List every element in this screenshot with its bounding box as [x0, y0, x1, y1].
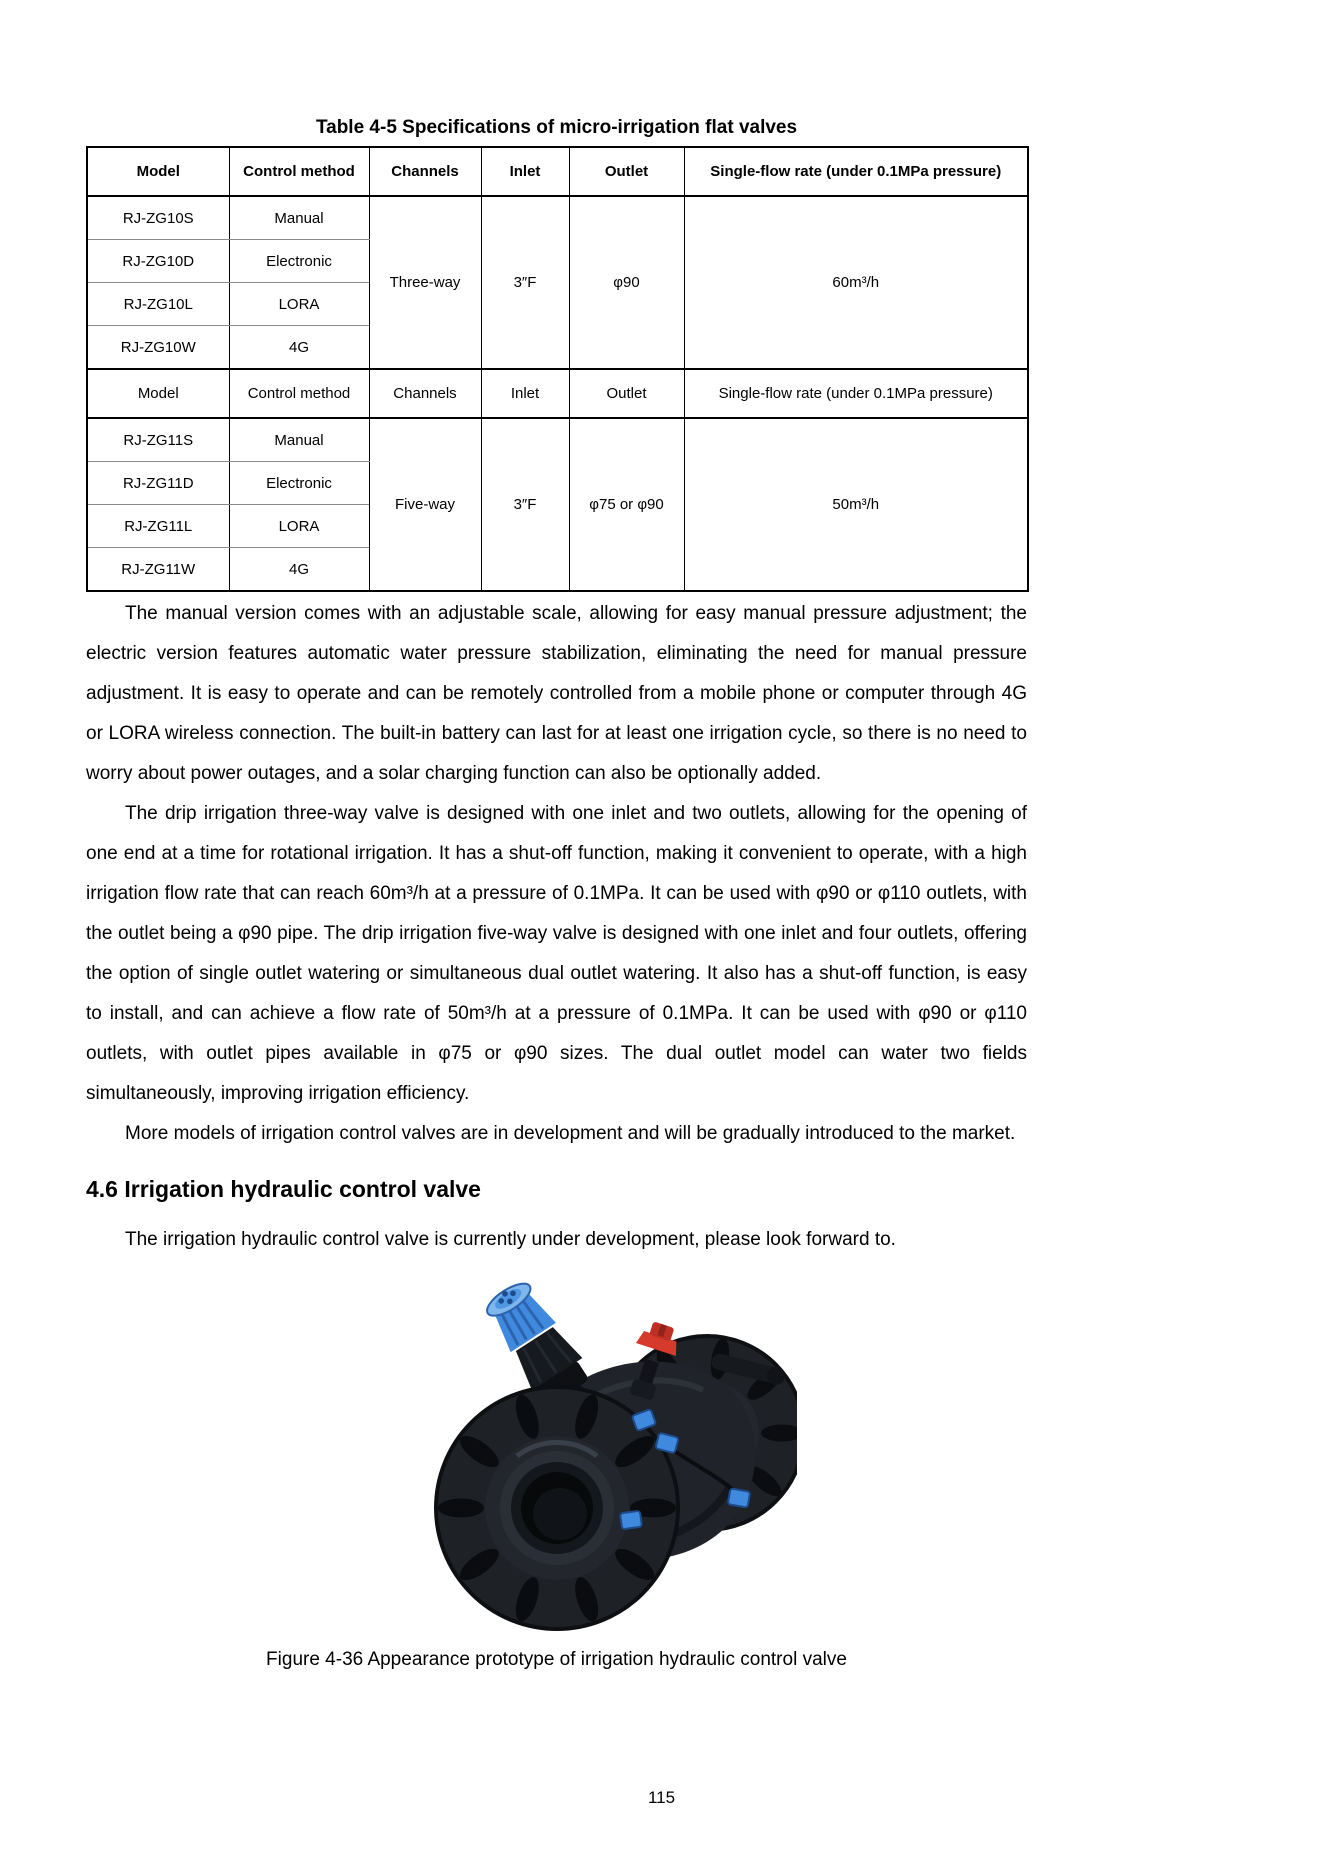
cell-control: Electronic — [229, 240, 369, 283]
cell-control: 4G — [229, 548, 369, 592]
paragraph-3: More models of irrigation control valves are in development and will be gradually introduced to the market. — [125, 1123, 1016, 1144]
section-paragraph: The irrigation hydraulic control valve is currently under development, please look forward to. — [125, 1229, 896, 1250]
header-cell-flow: Single-flow rate (under 0.1MPa pressure) — [684, 369, 1028, 418]
cell-control: LORA — [229, 283, 369, 326]
cell-channels-merged: Three-way — [369, 196, 481, 369]
figure-caption: Figure 4-36 Appearance prototype of irrigation hydraulic control valve — [266, 1649, 847, 1670]
cell-flow-merged: 60m³/h — [684, 196, 1028, 369]
cell-model: RJ-ZG10L — [87, 283, 229, 326]
paragraph-2: The drip irrigation three-way valve is designed with one inlet and two outlets, allowing for the opening of one end at a time for rotational irrigation. It has a shut-off function, making it convenient to operate, with a high irrigation flow rate that can reach 60m³/h at a pressure of 0.1MPa. It can be used with φ90 or φ110 outlets, with the outlet being a φ90 pipe. The drip irrigation five-way valve is designed with one inlet and four outlets, offering the option of single outlet watering or simultaneous dual outlet watering. It also has a shut-off function, is easy to install, and can achieve a flow rate of 50m³/h at a pressure of 0.1MPa. It can be used with φ90 or φ110 outlets, with outlet pipes available in φ75 or φ90 sizes. The dual outlet model can water two fields simultaneously, improving irrigation efficiency. — [86, 803, 1027, 1104]
cell-model: RJ-ZG10D — [87, 240, 229, 283]
header-cell-inlet: Inlet — [481, 147, 569, 196]
page-content — [86, 0, 1027, 1673]
spec-table — [86, 146, 1029, 592]
cell-inlet-merged: 3″F — [481, 196, 569, 369]
header-cell-model: Model — [87, 369, 229, 418]
header-cell-outlet: Outlet — [569, 369, 684, 418]
cell-control: LORA — [229, 505, 369, 548]
table-title: Table 4-5 Specifications of micro-irrigation flat valves — [315, 117, 798, 138]
header-cell-channels: Channels — [369, 369, 481, 418]
cell-inlet-merged: 3″F — [481, 418, 569, 591]
body-text — [86, 594, 1027, 1154]
cell-model: RJ-ZG10S — [87, 196, 229, 240]
cell-control: Manual — [229, 418, 369, 462]
table-row — [87, 196, 1028, 240]
section-heading: 4.6 Irrigation hydraulic control valve — [86, 1176, 481, 1202]
spec-table-group-1 — [87, 147, 1028, 369]
spec-table-group-2 — [87, 369, 1028, 591]
cell-channels-merged: Five-way — [369, 418, 481, 591]
cell-control: Manual — [229, 196, 369, 240]
table-header-row — [87, 369, 1028, 418]
header-cell-flow: Single-flow rate (under 0.1MPa pressure) — [684, 147, 1028, 196]
paragraph-1: The manual version comes with an adjustable scale, allowing for easy manual pressure adjustment; the electric version features automatic water pressure stabilization, eliminating the need for manual pressure adjustment. It is easy to operate and can be remotely controlled from a mobile phone or computer through 4G or LORA wireless connection. The built-in battery can last for at least one irrigation cycle, so there is no need to worry about power outages, and a solar charging function can also be optionally added. — [86, 603, 1027, 784]
cell-control: 4G — [229, 326, 369, 370]
header-cell-control: Control method — [229, 369, 369, 418]
header-cell-model: Model — [87, 147, 229, 196]
header-cell-control: Control method — [229, 147, 369, 196]
page-number: 115 — [647, 1788, 676, 1807]
cell-outlet-merged: φ90 — [569, 196, 684, 369]
cell-model: RJ-ZG11S — [87, 418, 229, 462]
cell-outlet-merged: φ75 or φ90 — [569, 418, 684, 591]
cell-model: RJ-ZG11D — [87, 462, 229, 505]
header-cell-outlet: Outlet — [569, 147, 684, 196]
irrigation-valve-3d-render-image — [407, 1268, 797, 1640]
cell-model: RJ-ZG10W — [87, 326, 229, 370]
figure — [86, 1268, 1027, 1645]
cell-model: RJ-ZG11W — [87, 548, 229, 592]
cell-control: Electronic — [229, 462, 369, 505]
cell-flow-merged: 50m³/h — [684, 418, 1028, 591]
header-cell-channels: Channels — [369, 147, 481, 196]
table-header-row — [87, 147, 1028, 196]
cell-model: RJ-ZG11L — [87, 505, 229, 548]
table-row — [87, 418, 1028, 462]
header-cell-inlet: Inlet — [481, 369, 569, 418]
